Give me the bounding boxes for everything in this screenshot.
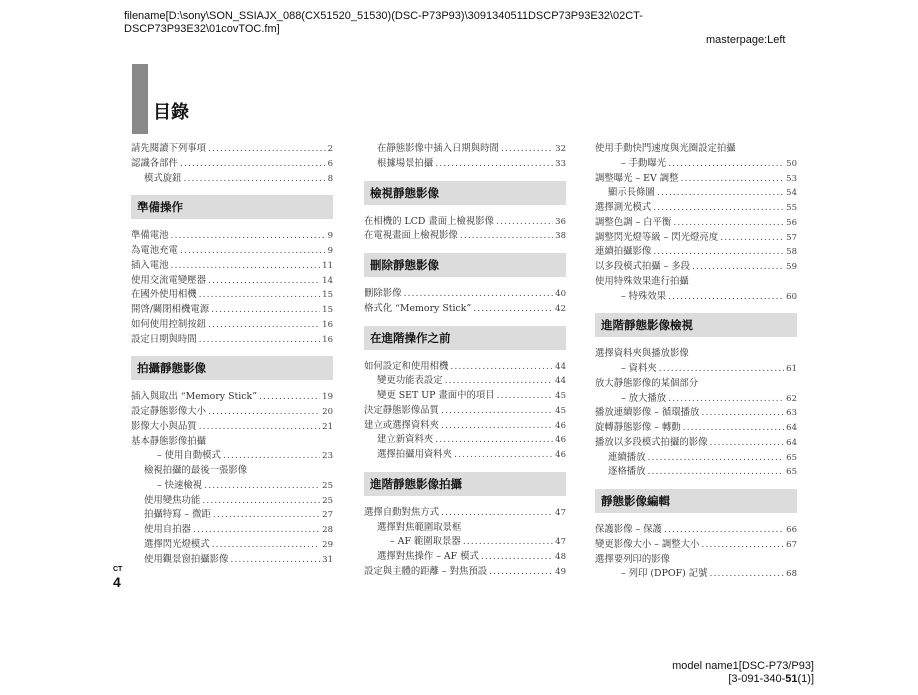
toc-entry[interactable] bbox=[364, 287, 566, 302]
toc-entry[interactable] bbox=[595, 290, 797, 305]
footer-model-name: model name1[DSC-P73/P93] bbox=[672, 660, 814, 672]
toc-entry[interactable] bbox=[595, 260, 797, 275]
toc-entry-page: 14 bbox=[322, 275, 333, 286]
toc-entry[interactable] bbox=[595, 377, 797, 392]
filename-header: filename[D:\sony\SON_SSIAJX_088(CX51520_51530)(DSC-P73P93)\3091340511DSCP73P93E32\02CT-DSCP73P93E32\01covTOC.fm] bbox=[124, 10, 643, 35]
toc-dot-leader bbox=[653, 201, 784, 216]
toc-dot-leader bbox=[668, 157, 784, 172]
toc-entry[interactable] bbox=[364, 550, 566, 565]
toc-entry-title: 在相機的 LCD 畫面上檢視影像 bbox=[364, 215, 495, 227]
toc-dot-leader bbox=[692, 260, 784, 275]
toc-entry-page: 20 bbox=[322, 407, 333, 417]
toc-entry-title: 選擇拍攝用資料夾 bbox=[377, 449, 453, 460]
toc-dot-leader bbox=[180, 157, 326, 172]
toc-entry-page: 58 bbox=[786, 247, 797, 258]
toc-entry-title: 變更功能表設定 bbox=[377, 375, 443, 387]
toc-entry[interactable] bbox=[595, 392, 797, 407]
toc-entry-title: 準備電池 bbox=[131, 230, 169, 242]
toc-entry-title: 使用手動快門速度與光圈設定拍攝 bbox=[595, 143, 736, 154]
toc-entry[interactable] bbox=[131, 420, 333, 435]
toc-entry[interactable] bbox=[595, 157, 797, 172]
toc-entry-page: 16 bbox=[322, 334, 333, 345]
toc-entry-page: 46 bbox=[555, 420, 566, 431]
toc-entry[interactable] bbox=[595, 362, 797, 377]
toc-entry-title: 使用觀景窗拍攝影像 bbox=[144, 553, 229, 565]
toc-dot-leader bbox=[180, 244, 326, 259]
toc-entry-title: 變更 SET UP 畫面中的項目 bbox=[377, 390, 495, 401]
toc-dot-leader bbox=[184, 172, 326, 187]
toc-entry-page: 66 bbox=[786, 525, 797, 535]
toc-entry-page: 55 bbox=[786, 203, 797, 213]
toc-entry-title: 插入電池 bbox=[131, 259, 169, 271]
toc-dot-leader bbox=[701, 538, 784, 553]
toc-entry-title: 建立新資料夾 bbox=[377, 434, 434, 446]
toc-entry-title: 播放連續影像 – 循環播放 bbox=[595, 407, 700, 419]
toc-entry[interactable] bbox=[131, 244, 333, 259]
toc-dot-leader bbox=[208, 274, 320, 289]
toc-entry-page: 9 bbox=[327, 231, 333, 242]
toc-dot-leader bbox=[710, 436, 785, 451]
toc-dot-leader bbox=[204, 479, 320, 494]
toc-dot-leader bbox=[481, 550, 553, 565]
toc-entry[interactable] bbox=[595, 538, 797, 553]
toc-entry-page: 32 bbox=[555, 144, 566, 154]
toc-entry[interactable] bbox=[364, 506, 566, 521]
footer-model bbox=[672, 660, 814, 686]
toc-entry[interactable] bbox=[131, 142, 333, 157]
toc-entry-title: 連續拍攝影像 bbox=[595, 246, 652, 258]
toc-dot-leader bbox=[202, 494, 320, 509]
toc-entry-title: 決定靜態影像品質 bbox=[364, 404, 440, 416]
toc-entry-page: 42 bbox=[555, 303, 566, 314]
toc-entry-page: 56 bbox=[786, 217, 797, 228]
toc-dot-leader bbox=[497, 389, 554, 404]
toc-dot-leader bbox=[709, 567, 784, 582]
toc-dot-leader bbox=[673, 216, 784, 231]
toc-dot-leader bbox=[208, 405, 320, 420]
toc-entry[interactable] bbox=[131, 259, 333, 274]
toc-entry-page: 45 bbox=[555, 405, 566, 416]
toc-entry[interactable] bbox=[595, 436, 797, 451]
toc-entry-title: 認識各部件 bbox=[131, 157, 178, 169]
toc-entry[interactable] bbox=[364, 433, 566, 448]
toc-entry-page: 44 bbox=[555, 361, 566, 372]
toc-entry-title: 請先閱讀下列事項 bbox=[131, 143, 207, 154]
toc-dot-leader bbox=[473, 302, 553, 317]
toc-dot-leader bbox=[208, 318, 320, 333]
toc-dot-leader bbox=[208, 142, 326, 157]
toc-entry-title: 選擇測光模式 bbox=[595, 202, 652, 213]
toc-entry-title: 根據場景拍攝 bbox=[377, 157, 434, 169]
toc-entry-page: 57 bbox=[786, 232, 797, 243]
toc-entry-page: 46 bbox=[555, 435, 566, 446]
toc-entry-page: 23 bbox=[322, 451, 333, 462]
toc-entry-title: 逐格播放 bbox=[608, 466, 646, 478]
toc-entry[interactable] bbox=[364, 215, 566, 230]
toc-entry-page: 16 bbox=[322, 319, 333, 330]
toc-dot-leader bbox=[463, 535, 553, 550]
toc-dot-leader bbox=[496, 215, 553, 230]
toc-entry[interactable] bbox=[595, 567, 797, 582]
toc-entry-title: 基本靜態影像拍攝 bbox=[131, 435, 207, 447]
toc-entry[interactable] bbox=[131, 479, 333, 494]
toc-entry-title: 保護影像 – 保護 bbox=[595, 524, 662, 535]
toc-entry[interactable] bbox=[595, 186, 797, 201]
toc-entry[interactable] bbox=[364, 229, 566, 244]
toc-dot-leader bbox=[489, 565, 553, 580]
toc-dot-leader bbox=[668, 392, 784, 407]
toc-entry-page: 44 bbox=[555, 376, 566, 387]
toc-dot-leader bbox=[441, 506, 553, 521]
toc-entry[interactable] bbox=[131, 288, 333, 303]
toc-dot-leader bbox=[664, 523, 784, 538]
toc-dot-leader bbox=[211, 303, 320, 318]
toc-entry[interactable] bbox=[595, 451, 797, 466]
section-heading: 刪除靜態影像 bbox=[364, 253, 566, 277]
toc-entry-page: 47 bbox=[555, 537, 566, 548]
toc-entry-title: 設定與主體的距離 – 對焦預設 bbox=[364, 565, 488, 577]
toc-entry-title: 顯示長條圖 bbox=[608, 187, 655, 199]
toc-entry-title: – 快速檢視 bbox=[157, 479, 203, 491]
toc-entry[interactable] bbox=[131, 274, 333, 289]
toc-entry-title: 在電視畫面上檢視影像 bbox=[364, 230, 458, 242]
toc-dot-leader bbox=[450, 360, 553, 375]
toc-dot-leader bbox=[668, 290, 784, 305]
toc-entry-page: 53 bbox=[786, 173, 797, 184]
toc-entry-page: 36 bbox=[555, 216, 566, 227]
toc-entry[interactable] bbox=[131, 553, 333, 568]
toc-entry-title: – 放大播放 bbox=[621, 392, 667, 404]
footer-code-suffix: (1)] bbox=[797, 673, 814, 685]
toc-entry-page: 62 bbox=[786, 393, 797, 404]
toc-dot-leader bbox=[199, 333, 321, 348]
toc-entry-page: 63 bbox=[786, 408, 797, 419]
toc-entry[interactable] bbox=[364, 374, 566, 389]
toc-entry-title: 調整曝光 – EV 調整 bbox=[595, 172, 679, 184]
toc-entry-page: 46 bbox=[555, 450, 566, 460]
toc-dot-leader bbox=[653, 245, 784, 260]
toc-entry-title: 為電池充電 bbox=[131, 245, 178, 256]
section-heading: 檢視靜態影像 bbox=[364, 181, 566, 205]
section-heading: 進階靜態影像拍攝 bbox=[364, 472, 566, 496]
toc-entry[interactable] bbox=[364, 535, 566, 550]
toc-dot-leader bbox=[657, 186, 784, 201]
toc-entry-page: 64 bbox=[786, 437, 797, 448]
toc-entry[interactable] bbox=[131, 405, 333, 420]
page-title: 目錄 bbox=[153, 102, 189, 123]
toc-entry-title: 使用變焦功能 bbox=[144, 494, 201, 506]
toc-dot-leader bbox=[404, 287, 554, 302]
toc-entry[interactable] bbox=[595, 275, 797, 290]
toc-entry-title: 影像大小與品質 bbox=[131, 420, 197, 432]
toc-entry-title: 使用自拍器 bbox=[144, 524, 191, 535]
toc-dot-leader bbox=[441, 419, 553, 434]
toc-entry-title: – 手動曝光 bbox=[621, 157, 667, 169]
toc-dot-leader bbox=[230, 553, 320, 568]
toc-entry-page: 59 bbox=[786, 262, 797, 272]
toc-entry-title: 如何設定和使用相機 bbox=[364, 360, 449, 372]
toc-entry-title: 插入與取出 “Memory Stick” bbox=[131, 391, 257, 403]
toc-entry-title: 調整色調 – 白平衡 bbox=[595, 216, 672, 228]
toc-entry[interactable] bbox=[595, 465, 797, 480]
footer-code-prefix: [3-091-340- bbox=[728, 673, 786, 685]
toc-dot-leader bbox=[435, 433, 553, 448]
toc-entry-title: – 列印 (DPOF) 記號 bbox=[621, 568, 708, 580]
toc-entry-title: 檢視拍攝的最後一張影像 bbox=[144, 465, 248, 476]
toc-entry[interactable] bbox=[131, 508, 333, 523]
toc-dot-leader bbox=[259, 390, 320, 405]
toc-column-3 bbox=[595, 142, 797, 582]
toc-dot-leader bbox=[720, 231, 784, 246]
toc-dot-leader bbox=[681, 172, 785, 187]
toc-entry[interactable] bbox=[364, 404, 566, 419]
toc-entry-title: 使用交流電變壓器 bbox=[131, 274, 207, 286]
footer-code-bold: 51 bbox=[785, 673, 798, 685]
toc-entry-page: 49 bbox=[555, 566, 566, 577]
toc-entry-page: 29 bbox=[322, 539, 333, 550]
toc-entry-page: 67 bbox=[786, 539, 797, 550]
toc-entry-page: 27 bbox=[322, 510, 333, 521]
toc-entry[interactable] bbox=[595, 201, 797, 216]
page-number bbox=[113, 566, 122, 592]
toc-entry-page: 2 bbox=[327, 144, 333, 154]
toc-entry[interactable] bbox=[595, 553, 797, 568]
toc-dot-leader bbox=[441, 404, 553, 419]
toc-entry[interactable] bbox=[364, 360, 566, 375]
toc-entry-page: 38 bbox=[555, 231, 566, 242]
toc-dot-leader bbox=[212, 538, 321, 553]
toc-entry-page: 61 bbox=[786, 364, 797, 374]
toc-dot-leader bbox=[435, 157, 553, 172]
toc-entry-page: 8 bbox=[327, 173, 333, 184]
toc-dot-leader bbox=[659, 362, 784, 377]
toc-entry[interactable] bbox=[131, 172, 333, 187]
toc-dot-leader bbox=[501, 142, 553, 157]
toc-entry[interactable] bbox=[364, 419, 566, 434]
toc-dot-leader bbox=[171, 259, 321, 274]
toc-entry-page: 65 bbox=[786, 452, 797, 463]
toc-entry-page: 31 bbox=[322, 554, 333, 565]
toc-dot-leader bbox=[445, 374, 554, 389]
toc-entry-page: 60 bbox=[786, 291, 797, 302]
toc-entry[interactable] bbox=[131, 333, 333, 348]
toc-entry-page: 25 bbox=[322, 480, 333, 491]
toc-entry-title: 放大靜態影像的某個部分 bbox=[595, 377, 699, 389]
toc-entry-page: 19 bbox=[322, 392, 333, 403]
toc-entry-title: – AF 範圍取景器 bbox=[390, 536, 461, 548]
toc-entry[interactable] bbox=[364, 157, 566, 172]
section-heading: 準備操作 bbox=[131, 195, 333, 219]
toc-entry[interactable] bbox=[364, 448, 566, 463]
toc-dot-leader bbox=[171, 229, 326, 244]
toc-entry[interactable] bbox=[131, 449, 333, 464]
toc-entry-title: 以多段模式拍攝 – 多段 bbox=[595, 261, 691, 272]
page-number-value: 4 bbox=[113, 574, 121, 590]
toc-entry[interactable] bbox=[131, 538, 333, 553]
footer-code bbox=[672, 673, 814, 686]
toc-entry-page: 54 bbox=[786, 188, 797, 199]
toc-entry[interactable] bbox=[595, 523, 797, 538]
toc-entry[interactable] bbox=[364, 565, 566, 580]
toc-entry-page: 64 bbox=[786, 423, 797, 433]
toc-entry-page: 33 bbox=[555, 158, 566, 169]
toc-entry[interactable] bbox=[131, 303, 333, 318]
toc-entry[interactable] bbox=[595, 216, 797, 231]
toc-dot-leader bbox=[683, 421, 785, 436]
toc-entry[interactable] bbox=[595, 142, 797, 157]
toc-entry[interactable] bbox=[364, 389, 566, 404]
section-heading: 進階靜態影像檢視 bbox=[595, 313, 797, 337]
toc-entry-page: 47 bbox=[555, 507, 566, 518]
toc-entry[interactable] bbox=[364, 142, 566, 157]
masterpage-label: masterpage:Left bbox=[706, 34, 786, 46]
toc-entry-page: 48 bbox=[555, 552, 566, 562]
toc-entry-title: 格式化 “Memory Stick” bbox=[364, 302, 472, 314]
toc-entry[interactable] bbox=[131, 157, 333, 172]
toc-entry-title: 變更影像大小 – 調整大小 bbox=[595, 538, 700, 550]
toc-dot-leader bbox=[648, 451, 785, 466]
toc-entry-title: 連續播放 bbox=[608, 451, 646, 463]
toc-entry[interactable] bbox=[131, 464, 333, 479]
toc-entry-page: 25 bbox=[322, 495, 333, 506]
toc-column-2 bbox=[364, 142, 566, 580]
toc-entry-page: 15 bbox=[322, 290, 333, 301]
toc-entry[interactable] bbox=[595, 172, 797, 187]
toc-entry-title: 播放以多段模式拍攝的影像 bbox=[595, 436, 708, 448]
toc-entry-title: 選擇自動對焦方式 bbox=[364, 506, 440, 518]
toc-entry-title: 選擇閃光燈模式 bbox=[144, 538, 210, 550]
title-bar bbox=[132, 64, 148, 134]
toc-entry-title: 選擇對焦範圍取景框 bbox=[377, 521, 462, 533]
toc-entry-title: 選擇要列印的影像 bbox=[595, 553, 671, 565]
toc-entry-title: 設定靜態影像大小 bbox=[131, 406, 207, 417]
toc-entry-page: 50 bbox=[786, 158, 797, 169]
toc-entry-page: 9 bbox=[327, 246, 333, 256]
toc-entry[interactable] bbox=[595, 231, 797, 246]
toc-entry-title: – 特殊效果 bbox=[621, 290, 667, 302]
toc-dot-leader bbox=[199, 288, 321, 303]
toc-entry-title: 使用特殊效果進行拍攝 bbox=[595, 275, 689, 287]
toc-entry-title: 建立或選擇資料夾 bbox=[364, 419, 440, 431]
toc-dot-leader bbox=[701, 406, 784, 421]
toc-dot-leader bbox=[648, 465, 785, 480]
toc-entry-title: 在靜態影像中插入日期與時間 bbox=[377, 143, 499, 154]
page-number-ct: CT bbox=[113, 566, 123, 573]
toc-entry-page: 28 bbox=[322, 525, 333, 535]
toc-dot-leader bbox=[213, 508, 320, 523]
toc-entry[interactable] bbox=[595, 406, 797, 421]
toc-entry-title: 調整閃光燈等級 – 閃光燈亮度 bbox=[595, 231, 719, 243]
toc-entry-page: 65 bbox=[786, 467, 797, 478]
toc-entry[interactable] bbox=[364, 302, 566, 317]
toc-entry-page: 21 bbox=[322, 421, 333, 432]
toc-entry-page: 6 bbox=[327, 158, 333, 169]
toc-entry-title: 拍攝特寫 – 微距 bbox=[144, 509, 211, 521]
toc-dot-leader bbox=[199, 420, 321, 435]
toc-entry[interactable] bbox=[131, 318, 333, 333]
toc-entry-page: 68 bbox=[786, 569, 797, 580]
toc-entry-page: 15 bbox=[322, 305, 333, 315]
toc-entry-title: 模式旋鈕 bbox=[144, 172, 182, 184]
section-heading: 拍攝靜態影像 bbox=[131, 356, 333, 380]
toc-entry[interactable] bbox=[364, 521, 566, 536]
toc-entry[interactable] bbox=[595, 245, 797, 260]
toc-entry-title: 如何使用控制按鈕 bbox=[131, 318, 207, 330]
toc-dot-leader bbox=[454, 448, 553, 463]
toc-entry-title: 設定日期與時間 bbox=[131, 333, 197, 345]
toc-entry[interactable] bbox=[131, 390, 333, 405]
toc-dot-leader bbox=[223, 449, 320, 464]
toc-entry[interactable] bbox=[131, 494, 333, 509]
toc-entry-page: 40 bbox=[555, 289, 566, 299]
toc-entry-page: 45 bbox=[555, 391, 566, 401]
toc-entry-title: – 資料夾 bbox=[621, 363, 657, 374]
toc-entry-title: 選擇資料夾與播放影像 bbox=[595, 348, 689, 360]
toc-entry[interactable] bbox=[131, 523, 333, 538]
toc-entry-title: 開啓/關閉相機電源 bbox=[131, 304, 210, 315]
section-heading: 在進階操作之前 bbox=[364, 326, 566, 350]
toc-entry-title: 選擇對焦操作 – AF 模式 bbox=[377, 551, 479, 562]
toc-column-1 bbox=[131, 142, 333, 567]
toc-entry-title: 在國外使用相機 bbox=[131, 289, 197, 301]
toc-entry-title: – 使用自動模式 bbox=[157, 450, 221, 462]
toc-dot-leader bbox=[460, 229, 553, 244]
section-heading: 靜態影像編輯 bbox=[595, 489, 797, 513]
toc-entry-title: 刪除影像 bbox=[364, 288, 402, 299]
toc-entry[interactable] bbox=[131, 435, 333, 450]
toc-entry[interactable] bbox=[595, 421, 797, 436]
toc-entry[interactable] bbox=[131, 229, 333, 244]
toc-dot-leader bbox=[193, 523, 320, 538]
toc-entry[interactable] bbox=[595, 347, 797, 362]
toc-entry-page: 11 bbox=[322, 260, 333, 271]
toc-entry-title: 旋轉靜態影像 – 轉動 bbox=[595, 422, 681, 433]
